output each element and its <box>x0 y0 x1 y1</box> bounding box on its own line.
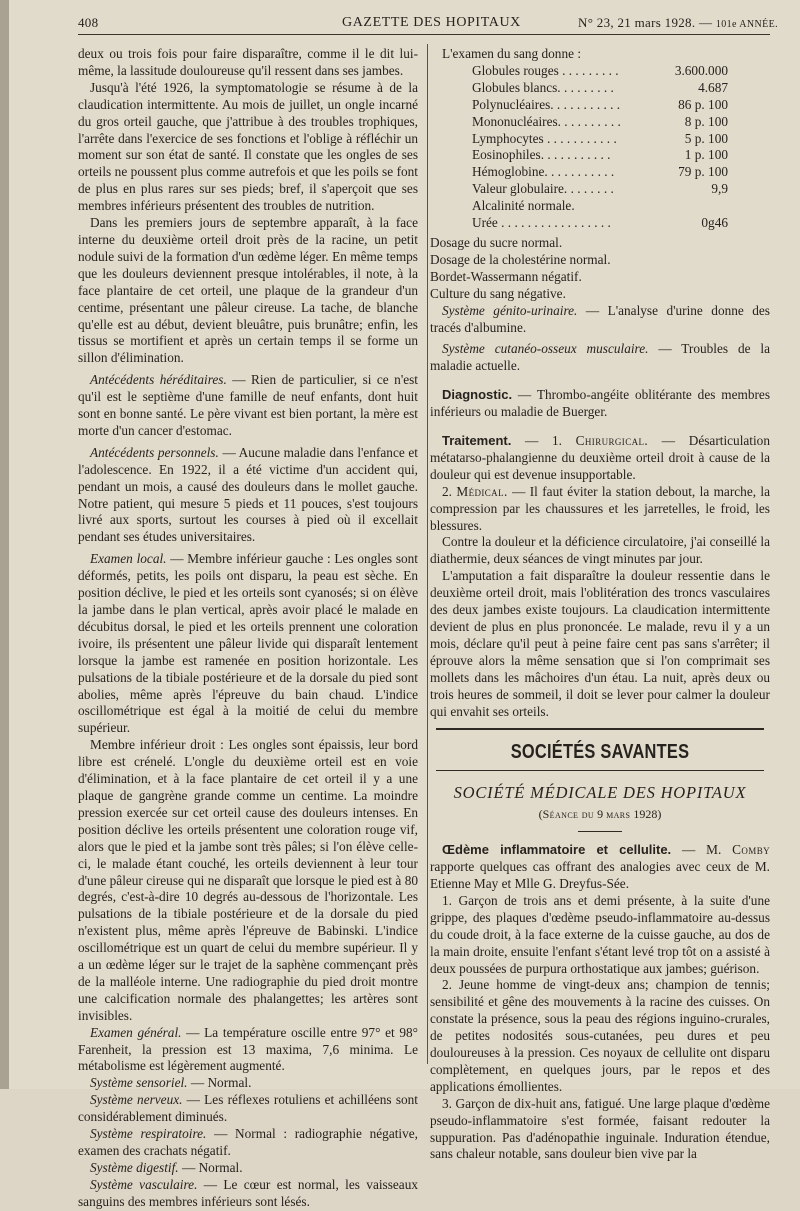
table-value: 3.600.000 <box>674 62 728 78</box>
table-label: Polynucléaires. . . . . . . . . . . <box>472 96 621 112</box>
paragraph: deux ou trois fois pour faire disparaître, comme il le dit lui-même, la lassitude douloureuse qu'il ressent dans ses jambes. <box>78 46 418 78</box>
table-row <box>472 63 762 80</box>
table-row <box>472 181 762 198</box>
blood-exam-table <box>472 63 762 232</box>
right-column <box>430 46 770 1163</box>
paragraph-text: — Troubles de la maladie actuelle. <box>430 341 770 374</box>
society-title: SOCIÉTÉ MÉDICALE DES HOPITAUX <box>453 783 747 803</box>
paragraph <box>78 372 418 440</box>
blood-intro: L'examen du sang donne : <box>442 46 582 61</box>
table-value <box>655 198 762 215</box>
header-rule <box>78 34 770 35</box>
section-label: Antécédents personnels. <box>90 444 219 460</box>
table-label: Globules blancs. . . . . . . . . <box>472 79 614 95</box>
table-row <box>472 114 762 131</box>
result-line: Bordet-Wassermann négatif. <box>430 268 582 284</box>
paragraph-text: — Thrombo-angéite oblitérante des membres inférieurs ou maladie de Buerger. <box>430 387 770 420</box>
case-paragraph: 3. Garçon de dix-huit ans, fatigué. Une large plaque d'œdème pseudo-inflammatoire s'est formée, faisant redouter la suppuration. Pas d'adénopathie inguinale. Induration étendue, sans chaleur notable, sans douleur bien vive par la <box>430 1095 770 1162</box>
issue-date: N° 23, 21 mars 1928. — <box>578 15 713 30</box>
paragraph-text: — L'analyse d'urine donne des tracés d'albumine. <box>430 302 770 335</box>
paragraph: Jusqu'à l'été 1926, la symptomatologie se résume à de la claudication intermittente. Au mois de juillet, un ongle incarné du gros orteil gauche, que j'attribue à des troubles trophiques, l'arrête dans l'exercice de ses fonctions et l'oblige à réfléchir un moment sur son état de santé. Il constate que les ongles de ses orteils ne poussent plus comme autrefois et que les poils se font de plus en plus rares sur ses pieds; bref, il s'aperçoit que ses membres inférieurs présentent des troubles de nutrition. <box>78 79 418 214</box>
author-name: Comby <box>732 842 770 858</box>
paragraph-text: — Normal. <box>178 1159 243 1175</box>
paragraph-text: — Désarticulation métatarso-phalangienne du deuxième orteil droit à cause de la douleur qui est devenue insupportable. <box>430 433 770 482</box>
subsection-label: Médical. <box>456 483 508 499</box>
result-line: Dosage du sucre normal. <box>430 234 563 250</box>
table-label: Mononucléaires. . . . . . . . . . <box>472 113 621 129</box>
table-label: Alcalinité normale. <box>472 198 575 214</box>
paragraph <box>78 1025 418 1076</box>
treatment-heading: Traitement. <box>442 433 512 449</box>
section-label: Antécédents héréditaires. <box>90 372 227 388</box>
treatment-paragraph <box>430 433 770 484</box>
table-value: 0g46 <box>701 215 728 231</box>
communication-paragraph <box>430 842 770 893</box>
table-label: Hémoglobine. . . . . . . . . . . <box>472 164 615 180</box>
paragraph-text: — Aucune maladie dans l'enfance et l'adolescence. En 1922, il a été victime d'un accident qui, pendant un mois, a causé des douleurs dans le mollet gauche. Notre patient, qui mesure 5 pieds et 11 pouces, s'est toujours livré aux sports, surtout les courses à pied où il excellait pendant ses études universitaires. <box>78 444 418 545</box>
paragraph <box>430 341 770 375</box>
table-value: 9,9 <box>711 181 728 197</box>
result-line: Dosage de la cholestérine normal. <box>430 251 611 267</box>
section-label: Système respiratoire. <box>90 1126 207 1142</box>
table-value: 8 p. 100 <box>684 113 728 129</box>
table-label: Lymphocytes . . . . . . . . . . . <box>472 130 617 146</box>
paragraph <box>78 1160 418 1177</box>
paragraph <box>78 551 418 737</box>
diagnostic-paragraph <box>430 387 770 421</box>
communication-heading: Œdème inflammatoire et cellulite. <box>442 842 672 858</box>
paragraph: L'amputation a fait disparaître la douleur ressentie dans le deuxième orteil droit, mais l'oblitération des troncs vasculaires des deux jambes existe toujours. La claudication intermittente devient de plus en plus prononcée. Le malade, revu il y a un mois, déclare qu'il peut à peine faire cent pas sans s'arrêter; il éprouve alors la même sensation que si l'on comprimait ses mollets dans les mâchoires d'un étau. La nuit, après deux ou trois heures de sommeil, il doit se lever pour calmer la douleur qui envahit ses orteils. <box>430 568 770 719</box>
table-row <box>472 80 762 97</box>
running-header <box>78 12 778 34</box>
left-column <box>78 46 418 1211</box>
paragraph-text: — M. <box>671 842 733 858</box>
issue-year: 101e ANNÉE. <box>715 19 778 30</box>
section-label: Système nerveux. <box>90 1092 183 1108</box>
paragraph-text: — Les réflexes rotuliens et achilléens sont considérablement diminués. <box>78 1092 418 1125</box>
subsection-label: Chirurgical. <box>575 433 649 449</box>
case-paragraph: 1. Garçon de trois ans et demi présente, à la suite d'une grippe, des plaques d'œdème pseudo-inflammatoire au-dessus du coude droit, à la face externe de la cuisse gauche, au dos de la main droite, ensuite l'enfant s'étant levé trop tôt on a assisté à deux poussées de purpura orthostatique aux jambes; guérison. <box>430 892 770 976</box>
paragraph: Dans les premiers jours de septembre apparaît, à la face interne du deuxième orteil droit près de la racine, un petit nodule suivi de la formation d'un œdème léger. En même temps que les douleurs deviennent presque intolérables, il note, à la face plantaire de cet orteil, une plaque de la grandeur d'un centime, présentant une pâleur cireuse. La tache, de blanche qu'elle est au début, devient bleuâtre, puis brunâtre; enfin, les tissus se mortifient et après un certain temps il se forme un sillon d'élimination. <box>78 215 418 366</box>
section-label: Système cutanéo-osseux musculaire. <box>442 341 649 357</box>
paragraph-text: 2. <box>442 483 457 499</box>
section-label: Système digestif. <box>90 1159 179 1175</box>
table-row <box>472 147 762 164</box>
section-label: Système vasculaire. <box>90 1176 198 1192</box>
short-rule <box>578 831 622 832</box>
section-rule <box>436 770 764 771</box>
table-value: 5 p. 100 <box>684 130 728 146</box>
diagnostic-heading: Diagnostic. <box>442 387 513 403</box>
paragraph-text: — Le cœur est normal, les vaisseaux sanguins des membres inférieurs sont lésés. <box>78 1176 418 1209</box>
paragraph <box>78 1126 418 1160</box>
page-number: 408 <box>78 15 99 30</box>
paragraph <box>430 303 770 337</box>
paragraph <box>78 1092 418 1126</box>
table-row <box>472 164 762 181</box>
table-label: Urée . . . . . . . . . . . . . . . . . <box>472 215 611 231</box>
result-line: Culture du sang négative. <box>430 285 566 301</box>
table-row <box>472 215 762 232</box>
paragraph-text: — Normal : radiographie négative, examen des crachats négatif. <box>78 1126 418 1158</box>
section-label: Examen local. <box>90 551 167 567</box>
table-row <box>472 97 762 114</box>
table-value: 86 p. 100 <box>678 96 728 112</box>
table-row <box>472 131 762 148</box>
column-divider <box>427 44 428 1064</box>
case-paragraph: 2. Jeune homme de vingt-deux ans; champion de tennis; sensibilité et gêne des mouvements à la racine des cuisses. On constate la présence, sous la peau des régions inguino-crurales, de petites nodosités sous-cutanées, peu dures et peu douloureuses à la pression. Ces noyaux de cellulite ont disparu complètement, en quelques jours, par le repos et des applications émollientes. <box>430 977 770 1094</box>
section-label: Examen général. <box>90 1024 182 1040</box>
paragraph <box>78 1075 418 1092</box>
paragraph: Membre inférieur droit : Les ongles sont épaissis, leur bord libre est crénelé. L'ongle du deuxième orteil est en voie d'élimination, et à la face plantaire de cet orteil il y a une plaque de gangrène grande comme un centime. La moindre pression exercée sur cet orteil cause des douleurs intenses. En position déclive les orteils présentent une coloration rouge vif, alors que le pied et la jambe sont très pâles; si l'on élève celle-ci, le malade étant couché, les orteils deviennent à leur tour d'une pâleur cireuse qui ne disparaît que lorsque le pied est à 80 degrés, c'est-à-dire 10 degrés au-dessous de l'horizontale. Les pulsations de la tibiale postérieure et de la dorsale du pied n'existent plus, même après l'épreuve de Babinski. L'indice oscillométrique est un quart de celui du membre supérieur. Il y a un œdème léger sur le trajet de la saphène commençant près de la malléole interne. Une radiographie du pied droit montre une calcification normale des phalangettes; les artères sont invisibles. <box>78 737 418 1023</box>
page-edge <box>0 0 9 1089</box>
paragraph-text: — 1. <box>511 433 576 449</box>
issue-info <box>578 15 778 31</box>
table-value: 4.687 <box>698 79 728 95</box>
table-label: Valeur globulaire. . . . . . . . <box>472 181 614 197</box>
table-value: 1 p. 100 <box>684 147 728 163</box>
section-rule <box>436 728 764 730</box>
section-title: SOCIÉTÉS SAVANTES <box>510 741 690 764</box>
journal-title: GAZETTE DES HOPITAUX <box>342 15 521 30</box>
table-label: Eosinophiles. . . . . . . . . . . <box>472 147 611 163</box>
paragraph <box>78 445 418 546</box>
table-label: Globules rouges . . . . . . . . . <box>472 62 619 78</box>
paragraph <box>78 1177 418 1211</box>
paragraph-text: — Il faut éviter la station debout, la marche, la compression par les chaussures et les jarretelles, le froid, les blessures. <box>430 483 771 533</box>
paragraph <box>430 484 770 535</box>
paragraph-text: — La température oscille entre 97° et 98° Farenheit, la pression est 13 maxima, 7,6 minima. Le métabolisme est légèrement augmenté. <box>78 1024 418 1074</box>
table-row <box>472 198 762 215</box>
paragraph-text: — Membre inférieur gauche : Les ongles sont déformés, petits, les poils ont disparu, la peau est sèche. En position déclive, le pied et les orteils sont cyanosés; si on élève la jambe dans le plan vertical, après avoir placé le malade en décubitus dorsal, le pied et les orteils prennent une coloration ivoire, ils présentent une pâleur livide qui disparaît lentement lorsque la jambe est ramenée en position horizontale. Les pulsations de la tibiale postérieure et de la dorsale du pied sont abolies, même après l'épreuve du bain chaud. L'indice oscillométrique est égal à la moitié de celui du membre supérieur. <box>78 551 418 736</box>
table-value: 79 p. 100 <box>678 164 728 180</box>
paragraph: Contre la douleur et la déficience circulatoire, j'ai conseillé la diathermie, deux séances de vingt minutes par jour. <box>430 534 770 567</box>
session-date: (Séance du 9 mars 1928) <box>538 807 662 822</box>
paragraph-text: — Rien de particulier, si ce n'est qu'il est le septième d'une famille de neuf enfants, dont huit sont en bonne santé. Le père vivant est bien portant, la mère est morte d'un cancer d'estomac. <box>78 372 418 438</box>
section-label: Système génito-urinaire. <box>442 302 578 318</box>
paragraph-text: rapporte quelques cas offrant des analogies avec ceux de M. Etienne May et Mlle G. Dreyfus-Sée. <box>430 859 770 891</box>
paragraph-text: — Normal. <box>187 1075 252 1091</box>
section-label: Système sensoriel. <box>90 1075 188 1091</box>
